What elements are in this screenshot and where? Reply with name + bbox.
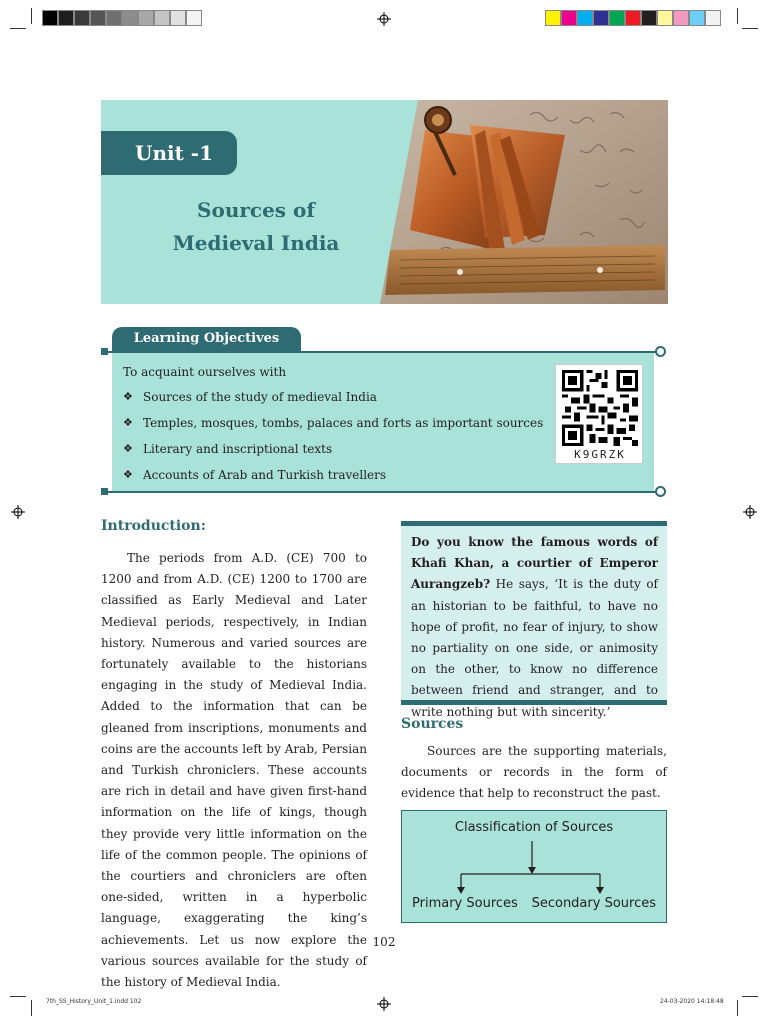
page-title [140, 194, 372, 260]
did-you-know-answer: He says, ‘It is the duty of an historian to be faithful, to have no hope of profit, no fear of injury, to show no partiality on one side, or animosity on the other, to know no difference between friend and stranger, and to write nothing but with sincerity.’ [411, 577, 658, 719]
crop-mark [10, 996, 26, 997]
unit-label: Unit -1 [101, 131, 237, 175]
learning-objectives-intro: To acquaint ourselves with [123, 365, 287, 379]
corner-square [101, 348, 108, 355]
crop-mark [31, 1000, 32, 1016]
corner-circle [655, 486, 666, 497]
did-you-know-question: Do you know the famous words of Khafi Khan, a courtier of Emperor Aurangzeb? [411, 535, 658, 592]
crop-mark [737, 1000, 738, 1016]
list-item [123, 468, 543, 494]
diamond-bullet-icon: ❖ [123, 442, 133, 455]
list-item-text: Literary and inscriptional texts [143, 442, 333, 456]
sources-paragraph: Sources are the supporting materials, documents or records in the form of evidence that help to reconstruct the past. [401, 744, 667, 801]
divider [104, 351, 660, 353]
registration-target-icon [11, 505, 25, 519]
title-line-1: Sources of [197, 198, 315, 222]
classification-diagram [401, 810, 667, 923]
introduction-paragraph: The periods from A.D. (CE) 700 to 1200 and from A.D. (CE) 1200 to 1700 are classified as Early Medieval and Later Medieval periods, respectively, in Indian history. Numerous and varied sources are fortunately available to the historians engaging in the study of Medieval India. Added to the information that can be gleaned from inscriptions, monuments and coins are the accounts left by Arab, Persian and Turkish chroniclers. These accounts are rich in detail and have given first-hand information on the life of kings, though they provide very little information on the life of the common people. The opinions of the courtiers and chroniclers are often one-sided, written in a hyperbolic language, exaggerating the king’s achievements. Let us now explore the various sources available for the study of the history of Medieval India. [101, 551, 367, 990]
title-line-2: Medieval India [172, 231, 340, 255]
file-slug: 7th_SS_History_Unit_1.indd 102 [46, 998, 142, 1005]
corner-circle [655, 346, 666, 357]
primary-sources-label: Primary Sources [412, 896, 518, 911]
page-number: 102 [372, 935, 396, 949]
timestamp-slug: 24-03-2020 14:18:48 [660, 998, 724, 1005]
sources-heading: Sources [401, 716, 464, 732]
list-item [123, 390, 543, 416]
crop-mark [31, 8, 32, 24]
color-strip [545, 10, 721, 26]
list-item [123, 442, 543, 468]
learning-objectives-list [123, 390, 543, 494]
qr-code-label: K9GRZK [574, 448, 626, 461]
registration-target-icon [743, 505, 757, 519]
crop-mark [10, 28, 26, 29]
grayscale-strip [42, 10, 202, 26]
crop-mark [742, 996, 758, 997]
introduction-body [101, 548, 367, 993]
diamond-bullet-icon: ❖ [123, 468, 133, 481]
sources-body [401, 741, 667, 805]
qr-code[interactable] [555, 364, 643, 464]
list-item-text: Sources of the study of medieval India [143, 390, 377, 404]
list-item-text: Accounts of Arab and Turkish travellers [143, 468, 387, 482]
qr-code-icon [562, 370, 638, 446]
crop-mark [742, 28, 758, 29]
list-item-text: Temples, mosques, tombs, palaces and forts as important sources [143, 416, 544, 430]
crop-mark [737, 8, 738, 24]
diamond-bullet-icon: ❖ [123, 416, 133, 429]
list-item [123, 416, 543, 442]
secondary-sources-label: Secondary Sources [531, 896, 656, 911]
introduction-heading: Introduction: [101, 518, 206, 534]
did-you-know-box [401, 521, 667, 719]
learning-objectives-heading: Learning Objectives [112, 327, 301, 351]
corner-square [101, 488, 108, 495]
classification-title: Classification of Sources [454, 820, 614, 835]
palm-leaf-manuscript-image [380, 100, 668, 304]
registration-target-icon [377, 997, 391, 1011]
registration-target-icon [377, 12, 391, 26]
diamond-bullet-icon: ❖ [123, 390, 133, 403]
